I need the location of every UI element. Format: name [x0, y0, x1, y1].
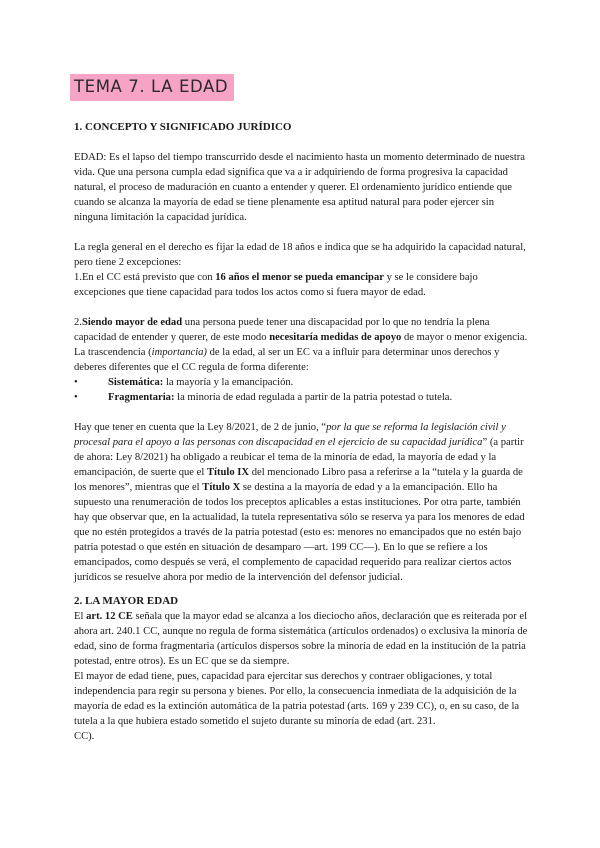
- art-12-bold: art. 12 CE: [86, 611, 133, 622]
- ley-titulo-ix: Título IX: [206, 467, 250, 478]
- trascendencia-italic: importancia): [151, 347, 207, 358]
- bullet-mark: •: [74, 392, 78, 403]
- list-item: [74, 390, 530, 405]
- paragraph-regla-general: La regla general en el derecho es fijar la edad de 18 años e indica que se ha adquirido la capacidad natural, pero tiene 2 excepciones:: [74, 242, 526, 268]
- exception-2-bold-2: necesitaría medidas de apoyo: [269, 332, 402, 343]
- section-2-heading: 2. LA MAYOR EDAD: [74, 595, 179, 607]
- exception-1-text: 1.En el CC está previsto que con: [74, 272, 216, 283]
- section-1-heading: 1. CONCEPTO Y SIGNIFICADO JURÍDICO: [74, 121, 292, 133]
- ley-text-g: se destina a la mayoría de edad y a la emancipación. Ello ha supuesto una renumeración de todos los preceptos aplicables a estas instituciones. Por otra parte, también hay que observar que, en la actualidad, la tutela representativa sólo se reserva ya para los menores de edad que no estén protegidos a través de la patria potestad (esto es: menores no emancipados que no estén bajo patria potestad o que estén en situación de desamparo —art. 199 CC—). En lo que se refiere a los emancipados, como después se verá, el complemento de capacidad requerido para realizar ciertos actos jurídicos se resuelve ahora por medio de la intervención del defensor judicial.: [74, 482, 525, 583]
- bullet-rest: la minoría de edad regulada a partir de la patria potestad o tutela.: [174, 392, 453, 403]
- paragraph-trascendencia: [74, 345, 530, 375]
- paragraph-exception-2: [74, 315, 530, 345]
- page-title: TEMA 7. LA EDAD: [70, 74, 234, 101]
- trascendencia-rest: de la edad, al ser un EC va a influir para determinar unos derechos y deberes diferentes que el CC regula de forma diferente:: [74, 347, 500, 373]
- bullet-rest: la mayoría y la emancipación.: [163, 377, 294, 388]
- paragraph-mayor-de-edad: El mayor de edad tiene, pues, capacidad para ejercitar sus derechos y contraer obligaciones, y total independencia para regir su persona y bienes. Por ello, la consecuencia inmediata de la adquisición de la mayoría de edad es la extinción automática de la patria potestad (arts. 169 y 239 CC), o, en su caso, de la tutela a la que hubiera estado sometido el sujeto durante su minoría de edad (art. 231.: [74, 671, 520, 727]
- paragraph-cc-end: CC).: [74, 731, 95, 742]
- paragraph-ley-8-2021: [74, 420, 530, 585]
- paragraph-edad-definition: EDAD: Es el lapso del tiempo transcurrido desde el nacimiento hasta un momento determinado de nuestra vida. Que una persona cumpla edad significa que va a ir adquiriendo de forma progresiva la capacidad natural, el proceso de maduración en cuanto a entender y querer. El ordenamiento jurídico entiende que cuando se alcanza la mayoría de edad se tiene plenamente esa aptitud natural para poder ejercer sin ninguna limitación la capacidad jurídica.: [74, 152, 525, 223]
- art-12-text-a: El: [74, 611, 87, 622]
- exception-1-rest: y se le considere bajo excepciones que tiene capacidad para todos los actos como si fuera mayor de edad.: [74, 272, 478, 298]
- exception-1-bold: 16 años el menor se pueda emancipar: [215, 272, 384, 283]
- bullet-text: [108, 390, 452, 405]
- ley-text-a: Hay que tener en cuenta que la Ley 8/2021, de 2 de junio, “: [74, 422, 327, 433]
- exception-2-rest: de mayor o menor exigencia.: [401, 332, 528, 343]
- exception-2-bold: Siendo mayor de edad: [81, 317, 183, 328]
- exception-2-num: 2.: [74, 317, 82, 328]
- ley-text-e: del mencionado Libro pasa a referirse a la “tutela y la guarda de los menores”, mientras que el: [74, 467, 523, 493]
- bullet-text: [108, 375, 293, 390]
- ley-italic: por la que se reforma la legislación civil y procesal para el apoyo a las personas con discapacidad en el ejercicio de su capacidad jurídica: [74, 422, 506, 448]
- ley-titulo-x: Título X: [202, 482, 241, 493]
- bullet-bold: Fragmentaria:: [108, 392, 175, 403]
- exception-2-text: una persona puede tener una discapacidad por lo que no tendría la plena capacidad de entender y querer, de este modo: [74, 317, 490, 343]
- paragraph-art-12: [74, 609, 530, 669]
- list-item: [74, 375, 530, 390]
- bullet-bold: Sistemática:: [108, 377, 164, 388]
- art-12-text-c: señala que la mayor edad se alcanza a los dieciocho años, declaración que es reiterada por el ahora art. 240.1 CC, aunque no regula de forma sistemática (artículos ordenados) o exclusiva la minoría de edad, sino de forma fragmentaria (artículos dispersos sobre la minoría de edad en la institución de la patria potestad, entre otros). Es un EC que se da siempre.: [74, 611, 528, 667]
- title-wrap: [70, 74, 234, 101]
- paragraph-exception-1: [74, 270, 530, 300]
- ley-text-c: ” (a partir de ahora: Ley 8/2021) ha obligado a reubicar el tema de la minoría de edad, la mayoría de edad y la emancipación, de suerte que el: [74, 437, 524, 478]
- bullet-mark: •: [74, 377, 78, 388]
- trascendencia-text: La trascendencia (: [74, 347, 152, 358]
- document-body: [74, 120, 530, 744]
